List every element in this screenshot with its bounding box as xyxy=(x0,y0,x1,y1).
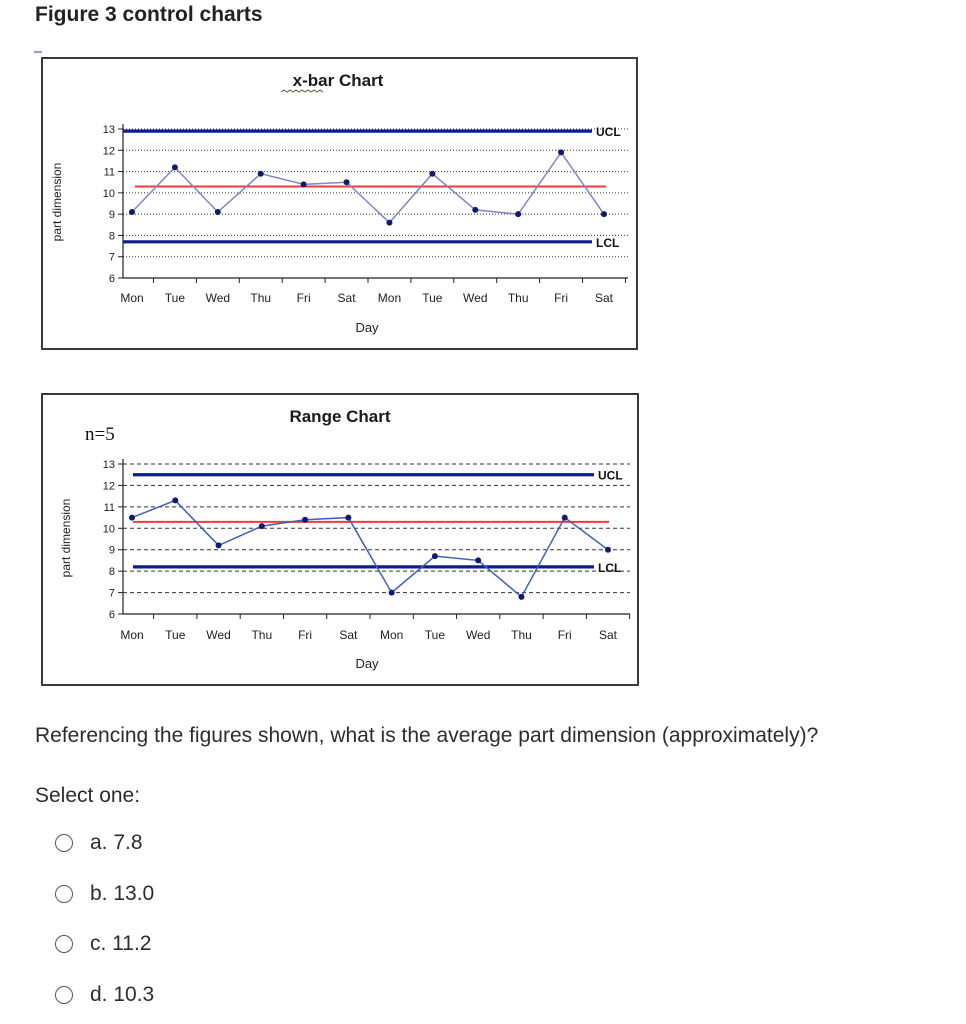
data-point xyxy=(605,547,611,553)
option-label[interactable]: a. 7.8 xyxy=(90,831,143,855)
data-point xyxy=(216,542,222,548)
y-tick-label: 13 xyxy=(102,459,115,471)
data-point xyxy=(301,181,307,187)
data-point xyxy=(515,211,521,217)
data-point xyxy=(344,179,350,185)
y-tick-label: 11 xyxy=(103,166,115,179)
question-text: Referencing the figures shown, what is the average part dimension (approximately)? xyxy=(35,724,819,747)
radio-button-icon[interactable] xyxy=(55,885,73,903)
chart-title: Range Chart xyxy=(289,407,391,426)
data-point xyxy=(386,220,392,226)
x-tick-label: Wed xyxy=(465,628,491,642)
y-tick-label: 7 xyxy=(108,251,115,264)
range-chart-svg xyxy=(43,395,641,688)
data-point xyxy=(389,590,395,596)
option-label[interactable]: b. 13.0 xyxy=(90,881,155,905)
x-tick-label: Thu xyxy=(507,291,529,305)
figure-title: Figure 3 control charts xyxy=(35,3,263,26)
lcl-label: LCL xyxy=(596,235,620,250)
x-axis-label: Day xyxy=(355,320,379,335)
x-tick-label: Sat xyxy=(598,628,618,642)
range-chart xyxy=(41,393,639,686)
x-tick-label: Wed xyxy=(463,291,488,305)
y-axis-label: part dimension xyxy=(59,498,73,578)
radio-button-icon[interactable] xyxy=(55,986,73,1004)
data-point xyxy=(601,211,607,217)
y-tick-label: 6 xyxy=(108,609,115,621)
data-point xyxy=(562,515,568,521)
series-line xyxy=(132,152,604,222)
x-tick-label: Mon xyxy=(120,628,144,642)
option-label[interactable]: c. 11.2 xyxy=(90,932,152,956)
y-axis-label: part dimension xyxy=(50,162,64,242)
data-point xyxy=(475,557,481,563)
x-tick-label: Wed xyxy=(205,291,231,305)
data-point xyxy=(518,594,524,600)
data-point xyxy=(558,149,564,155)
data-point xyxy=(429,171,435,177)
title-underline xyxy=(281,90,323,92)
sample-size-label: n=5 xyxy=(85,424,115,445)
y-tick-label: 10 xyxy=(102,187,115,200)
radio-button-icon[interactable] xyxy=(55,834,73,852)
data-point xyxy=(472,207,478,213)
x-tick-label: Tue xyxy=(424,628,446,642)
series-line xyxy=(132,500,608,596)
answer-options xyxy=(55,818,154,1020)
ucl-label: UCL xyxy=(598,468,623,483)
data-point xyxy=(345,515,351,521)
x-tick-label: Tue xyxy=(165,628,186,642)
ucl-label: UCL xyxy=(596,125,621,140)
data-point xyxy=(259,523,265,529)
y-tick-label: 11 xyxy=(103,501,115,514)
select-one-label: Select one: xyxy=(35,784,141,807)
option-d[interactable] xyxy=(55,970,154,1021)
y-tick-label: 12 xyxy=(102,145,115,158)
xbar-chart-svg xyxy=(43,59,640,352)
x-tick-label: Fri xyxy=(557,628,572,642)
option-b[interactable] xyxy=(55,869,154,920)
data-point xyxy=(432,553,438,559)
x-tick-label: Fri xyxy=(554,291,569,305)
decorative-marker xyxy=(34,51,42,53)
lcl-label: LCL xyxy=(598,560,622,575)
option-c[interactable] xyxy=(55,919,154,970)
data-point xyxy=(172,164,178,170)
y-tick-label: 10 xyxy=(102,523,115,536)
data-point xyxy=(129,515,135,521)
x-tick-label: Sat xyxy=(337,291,356,305)
option-a[interactable] xyxy=(55,818,154,869)
x-tick-label: Mon xyxy=(377,291,402,305)
x-tick-label: Mon xyxy=(120,291,144,305)
y-tick-label: 13 xyxy=(102,124,115,136)
x-tick-label: Thu xyxy=(511,628,532,642)
x-tick-label: Fri xyxy=(298,628,313,642)
x-tick-label: Sat xyxy=(594,291,614,305)
data-point xyxy=(172,497,178,503)
y-tick-label: 7 xyxy=(108,587,115,600)
y-tick-label: 8 xyxy=(108,230,115,243)
x-tick-label: Thu xyxy=(251,628,273,642)
x-tick-label: Sat xyxy=(339,628,358,642)
x-tick-label: Mon xyxy=(379,628,404,642)
y-tick-label: 12 xyxy=(102,480,115,493)
x-tick-label: Fri xyxy=(296,291,311,305)
radio-button-icon[interactable] xyxy=(55,935,73,953)
x-tick-label: Tue xyxy=(164,291,186,305)
data-point xyxy=(215,209,221,215)
data-point xyxy=(258,171,264,177)
y-tick-label: 9 xyxy=(108,544,115,557)
y-tick-label: 9 xyxy=(108,209,115,222)
y-tick-label: 8 xyxy=(108,566,115,579)
x-tick-label: Wed xyxy=(206,628,231,642)
data-point xyxy=(302,517,308,523)
y-tick-label: 6 xyxy=(108,273,115,285)
xbar-chart xyxy=(41,57,638,350)
data-point xyxy=(129,209,135,215)
chart-title: x-bar Chart xyxy=(292,71,384,90)
x-tick-label: Tue xyxy=(422,291,443,305)
option-label[interactable]: d. 10.3 xyxy=(90,982,155,1006)
x-axis-label: Day xyxy=(355,656,379,671)
x-tick-label: Thu xyxy=(250,291,272,305)
